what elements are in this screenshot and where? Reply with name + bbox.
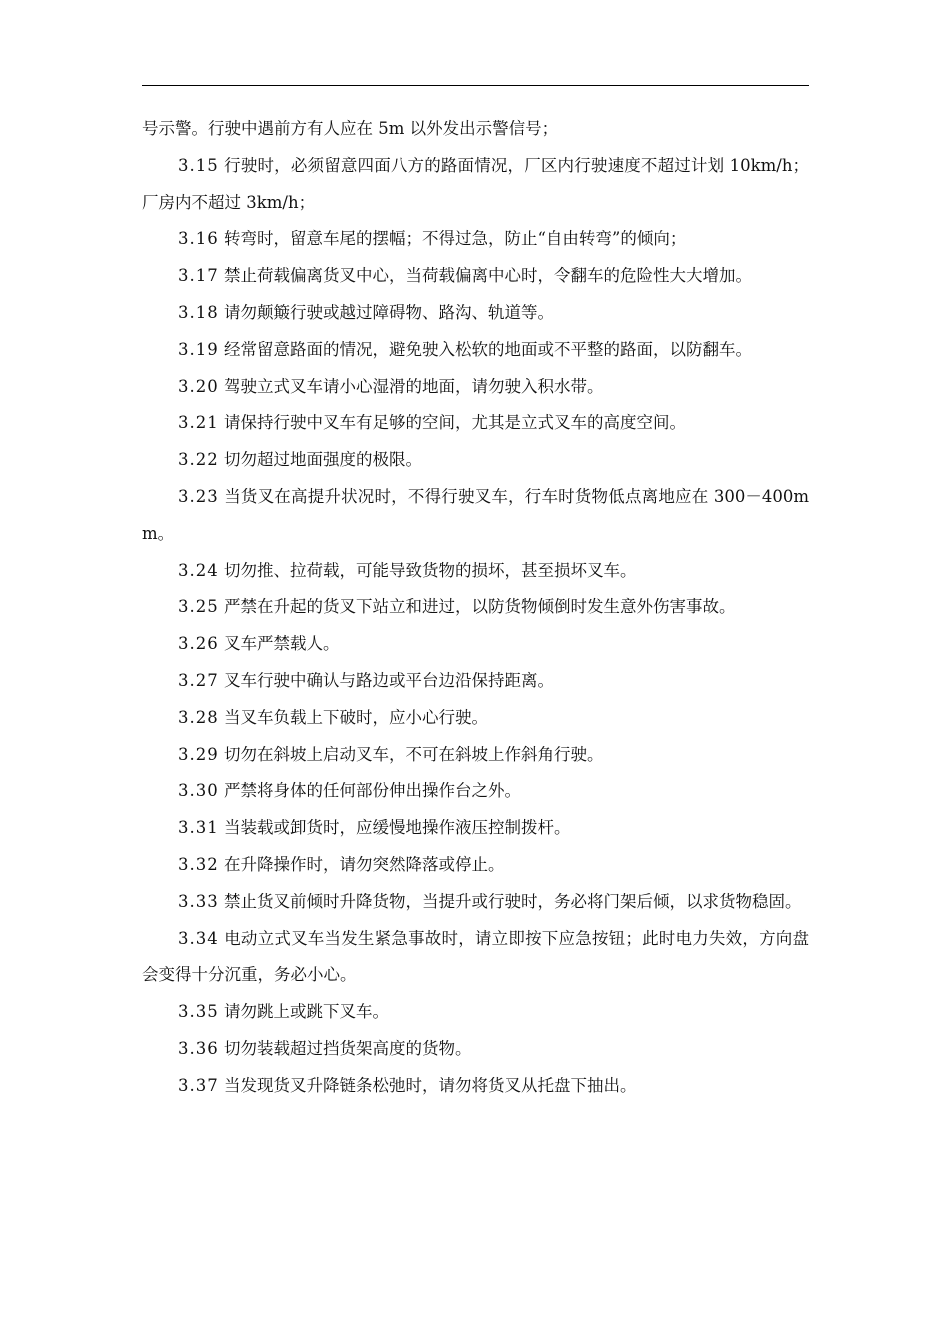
paragraph — [142, 884, 809, 921]
clause-text: 当叉车负载上下破时，应小心行驶。 — [224, 707, 488, 727]
clause-number: 3.37 — [178, 1075, 219, 1095]
clause-text: 请保持行驶中叉车有足够的空间，尤其是立式叉车的高度空间。 — [224, 413, 686, 433]
paragraph — [142, 405, 809, 442]
clause-text: 严禁将身体的任何部份伸出操作台之外。 — [224, 781, 521, 801]
paragraph — [142, 553, 809, 590]
clause-text: 当装载或卸货时，应缓慢地操作液压控制拨杆。 — [224, 818, 571, 838]
clause-number: 3.22 — [178, 450, 219, 470]
paragraph — [142, 479, 809, 553]
header-rule — [142, 85, 809, 86]
clause-number: 3.19 — [178, 339, 219, 359]
paragraph — [142, 442, 809, 479]
clause-number: 3.33 — [178, 891, 219, 911]
clause-text: 当发现货叉升降链条松弛时，请勿将货叉从托盘下抽出。 — [224, 1075, 637, 1095]
document-body — [142, 111, 809, 1105]
paragraph — [142, 258, 809, 295]
clause-text: 在升降操作时，请勿突然降落或停止。 — [224, 854, 505, 874]
clause-number: 3.20 — [178, 376, 219, 396]
clause-text: 叉车行驶中确认与路边或平台边沿保持距离。 — [224, 670, 554, 690]
clause-number: 3.27 — [178, 670, 219, 690]
clause-number: 3.31 — [178, 818, 219, 838]
paragraph — [142, 221, 809, 258]
clause-number: 3.18 — [178, 302, 219, 322]
paragraph — [142, 737, 809, 774]
paragraph — [142, 1031, 809, 1068]
clause-text: 电动立式叉车当发生紧急事故时，请立即按下应急按钮；此时电力失效，方向盘会变得十分沉重，务必小心。 — [142, 928, 810, 985]
paragraph — [142, 111, 809, 148]
clause-text: 切勿超过地面强度的极限。 — [224, 450, 422, 470]
clause-text: 号示警。行驶中遇前方有人应在 5m 以外发出示警信号； — [142, 119, 559, 138]
clause-text: 切勿推、拉荷载，可能导致货物的损坏，甚至损坏叉车。 — [224, 560, 637, 580]
clause-number: 3.36 — [178, 1038, 219, 1058]
paragraph — [142, 810, 809, 847]
clause-number: 3.32 — [178, 854, 219, 874]
clause-text: 驾驶立式叉车请小心湿滑的地面，请勿驶入积水带。 — [224, 376, 604, 396]
clause-text: 行驶时，必须留意四面八方的路面情况，厂区内行驶速度不超过计划 10km/h；厂房内不超过 3km/h； — [142, 155, 809, 212]
clause-number: 3.23 — [178, 486, 219, 506]
clause-number: 3.28 — [178, 707, 219, 727]
paragraph — [142, 295, 809, 332]
clause-text: 请勿颠簸行驶或越过障碍物、路沟、轨道等。 — [224, 302, 554, 322]
clause-text: 转弯时，留意车尾的摆幅；不得过急，防止“自由转弯”的倾向； — [224, 229, 687, 249]
paragraph — [142, 847, 809, 884]
paragraph — [142, 369, 809, 406]
paragraph — [142, 332, 809, 369]
clause-number: 3.17 — [178, 266, 219, 286]
paragraph — [142, 994, 809, 1031]
paragraph — [142, 921, 809, 995]
clause-number: 3.15 — [178, 155, 219, 175]
clause-number: 3.30 — [178, 781, 219, 801]
clause-text: 切勿在斜坡上启动叉车，不可在斜坡上作斜角行驶。 — [224, 744, 604, 764]
clause-text: 叉车严禁载人。 — [224, 634, 340, 654]
clause-number: 3.16 — [178, 229, 219, 249]
paragraph — [142, 700, 809, 737]
clause-text: 禁止荷载偏离货叉中心，当荷载偏离中心时，令翻车的危险性大大增加。 — [224, 266, 752, 286]
paragraph — [142, 663, 809, 700]
clause-text: 切勿装载超过挡货架高度的货物。 — [224, 1038, 472, 1058]
clause-text: 禁止货叉前倾时升降货物，当提升或行驶时，务必将门架后倾，以求货物稳固。 — [224, 891, 802, 911]
clause-number: 3.26 — [178, 634, 219, 654]
paragraph — [142, 773, 809, 810]
clause-text: 请勿跳上或跳下叉车。 — [224, 1002, 389, 1022]
clause-number: 3.29 — [178, 744, 219, 764]
clause-number: 3.24 — [178, 560, 219, 580]
clause-number: 3.25 — [178, 597, 219, 617]
paragraph — [142, 148, 809, 222]
clause-number: 3.35 — [178, 1002, 219, 1022]
clause-text: 当货叉在高提升状况时，不得行驶叉车，行车时货物低点离地应在 300－400mm。 — [142, 486, 809, 543]
clause-text: 经常留意路面的情况，避免驶入松软的地面或不平整的路面，以防翻车。 — [224, 339, 752, 359]
paragraph — [142, 1068, 809, 1105]
clause-number: 3.34 — [178, 928, 219, 948]
paragraph — [142, 626, 809, 663]
clause-text: 严禁在升起的货叉下站立和进过，以防货物倾倒时发生意外伤害事故。 — [224, 597, 736, 617]
clause-number: 3.21 — [178, 413, 219, 433]
paragraph — [142, 589, 809, 626]
